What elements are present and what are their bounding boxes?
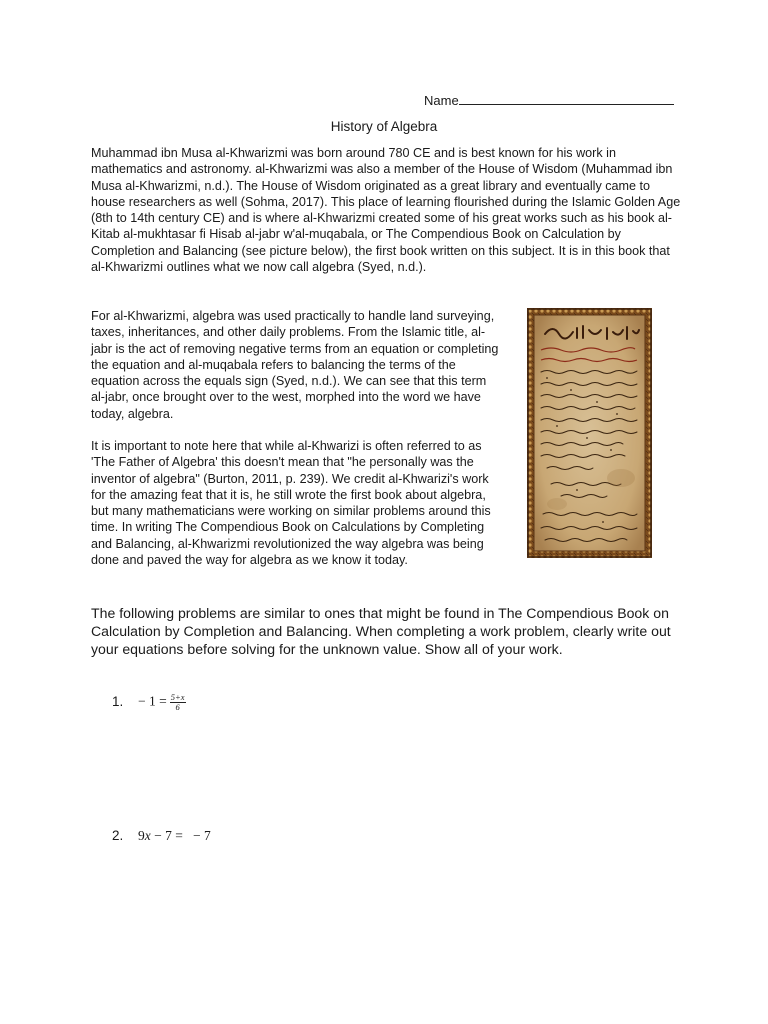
instructions-paragraph: The following problems are similar to ones that might be found in The Compendious Book on Calculation by Completion and Balancing. When completing a work problem, clearly write out your equations before solving for the unknown value. Show all of your work. [91, 605, 671, 657]
fraction-numerator: 5+x [170, 692, 185, 702]
equation-variable: x [144, 828, 151, 843]
father-of-algebra-paragraph: It is important to note here that while al-Khwarizi is often referred to as 'The Father of Algebra' this doesn't mean that "he personally was the inventor of algebra" (Burton, 2011, p. 239). We credit al-Khwarizi's work for the amazing feat that it is, he still wrote the first book about algebra, but many mathematicians were working on similar problems around this time. In writing The Compendious Book on Calculations by Completing and Balancing, al-Khwarizmi revolutionized the way algebra was being done and paved the way for algebra as we know it today. [91, 439, 491, 568]
manuscript-image [527, 308, 652, 558]
name-label: Name [424, 93, 459, 108]
name-field[interactable] [424, 92, 674, 108]
problem-2 [112, 828, 211, 844]
page-title: History of Algebra [330, 119, 438, 134]
equation-lhs: − 1 = [138, 693, 167, 709]
fraction [170, 693, 186, 712]
equation-coefficient: 9 [138, 828, 145, 843]
algebra-use-paragraph: For al-Khwarizmi, algebra was used practically to handle land surveying, taxes, inheritances, and other daily problems. From the Islamic title, al-jabr is the act of removing negative terms from an equation or completing the equation and al-muqabala refers to balancing the terms of the equation across the equals sign (Syed, n.d.). We can see that this term al-jabr, once brought over to the west, morphed into the word we have today, algebra. [91, 309, 499, 421]
name-blank-line[interactable] [459, 92, 674, 105]
problem-number: 2. [112, 828, 124, 843]
fraction-denominator: 6 [175, 702, 180, 712]
problem-number: 1. [112, 693, 124, 709]
intro-paragraph: Muhammad ibn Musa al-Khwarizmi was born around 780 CE and is best known for his work in mathematics and astronomy. al-Khwarizmi was also a member of the House of Wisdom (Muhammad ibn Musa al-Khwarizmi, n.d.). The House of Wisdom originated as a great library and eventually came to house researchers as well (Sohma, 2017). This place of learning flourished during the Islamic Golden Age (8th to 14th century CE) and is where al-Khwarizmi created some of his great works such as his book al-Kitab al-mukhtasar fi Hisab al-jabr w'al-muqabala, or The Compendious Book on Calculation by Completion and Balancing (see picture below), the first book written on this subject. It is in this book that al-Khwarizmi outlines what we now call algebra (Syed, n.d.). [91, 146, 681, 275]
problem-1 [112, 693, 186, 712]
equation-rest: − 7 = − 7 [150, 828, 211, 843]
